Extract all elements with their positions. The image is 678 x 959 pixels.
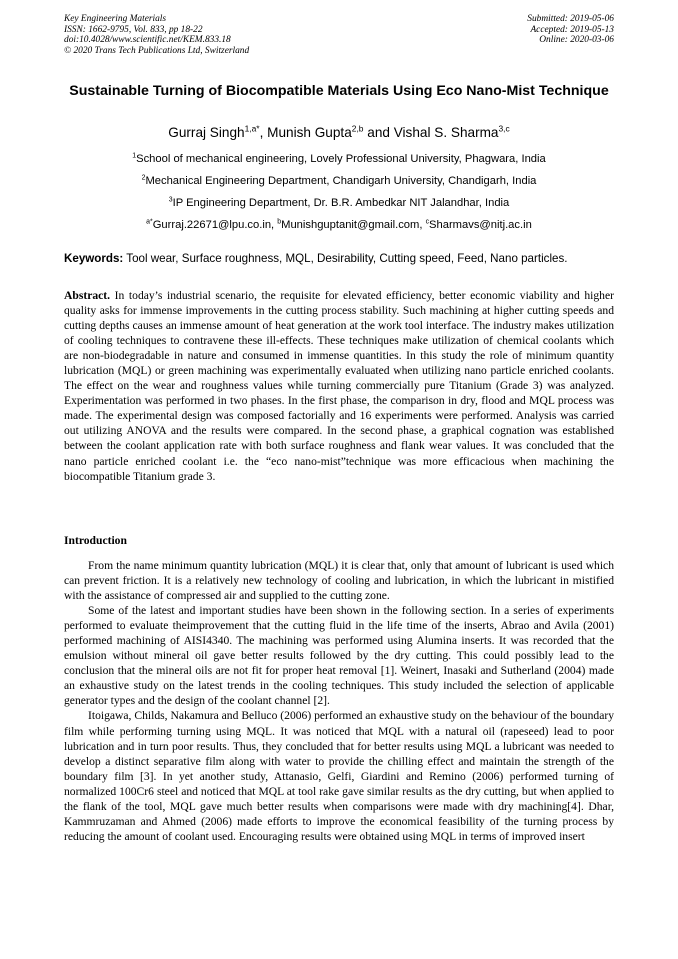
affiliation [64, 152, 614, 166]
paragraph: Itoigawa, Childs, Nakamura and Belluco (2006) performed an exhaustive study on the behaviour of the boundary film while performing turning using MQL. It was noticed that MQL with a natural oil (rapeseed) lead to poor lubrication and in turn poor results. Thus, they concluded that for better results using MQL a lubricant was needed to develop a distinct separative film along with water to provide the chilling effect and maintain the strength of the boundary film [3]. In yet another study, Attanasio, Gelfi, Giardini and Remino (2006) performed turning of normalized 100Cr6 steel and noticed that MQL at tool rake gave similar results as the dry cutting, but when applied to the flank of the tool, MQL gave much better results when comparisons were made with dry machining[4]. Dhar, Kammruzaman and Ahmed (2006) made efforts to improve the economical feasibility of the turning process by reducing the amount of coolant used. Encouraging results were obtained using MQL in terms of improved insert [64, 709, 614, 843]
affiliation [64, 196, 614, 210]
email-link[interactable]: Sharmavs@nitj.ac.in [429, 219, 532, 231]
introduction-body [64, 558, 614, 844]
affiliation-text: School of mechanical engineering, Lovely Professional University, Phagwara, India [136, 153, 546, 165]
author-name: Gurraj Singh [168, 125, 245, 140]
keywords-text: Tool wear, Surface roughness, MQL, Desirability, Cutting speed, Feed, Nano particles. [126, 252, 568, 265]
paragraph: From the name minimum quantity lubrication (MQL) it is clear that, only that amount of lubricant is used which can prevent friction. It is a relatively new technology of cooling and lubrication, in which the lubricant in mistified with the assistance of compressed air and supplied to the cutting zone. [64, 559, 614, 603]
issn: ISSN: 1662-9795, Vol. 833, pp 18-22 [64, 24, 203, 35]
abstract-label: Abstract. [64, 289, 111, 302]
affiliation-text: IP Engineering Department, Dr. B.R. Ambedkar NIT Jalandhar, India [172, 197, 510, 209]
abstract [64, 288, 614, 484]
keywords [64, 251, 614, 266]
submitted-date: Submitted: 2019-05-06 [527, 14, 614, 24]
author-marker: 3,c [498, 123, 510, 134]
affiliation [64, 174, 614, 188]
accepted-date: Accepted: 2019-05-13 [530, 24, 614, 35]
affiliation-marker: 2 [141, 174, 146, 182]
section-heading: Introduction [64, 534, 127, 547]
journal-name: Key Engineering Materials [64, 14, 167, 24]
online-date: Online: 2020-03-06 [539, 35, 614, 46]
abstract-text: In today’s industrial scenario, the requisite for elevated efficiency, better economic viability and higher quality asks for immense improvements in the cutting process stability. Such machining at higher cutting speeds and cutting depths causes an immense amount of heat generation at the work tool interface. The industry makes utilization of cooling techniques to contravene these ill-effects. These techniques make utilization of chemical coolants which are non-biodegradable in nature and consumed in immense quantities. In this study the role of minimum quantity lubrication (MQL) or green machining was experimentally evaluated when utilizing nano particle enriched coolants. The effect on the wear and roughness values while turning commercially pure Titanium (Grade 3) was analyzed. Experimentation was performed in two phases. In the first phase, the comparison in dry, flood and MQL process was made. The experimental design was composed factorially and 16 experiments were performed. Analysis was carried out utilizing ANOVA and the results were compared. In the second phase, a graphical cognation was established between the coolant application rate with both surface roughness and flank wear values. It was concluded that the nano particle enriched coolant i.e. the “eco nano-mist”technique was more efficacious when machining the biocompatible Titanium grade 3. [64, 289, 614, 483]
author-list [64, 124, 614, 142]
author-name: Vishal S. Sharma [393, 125, 499, 140]
email-marker: a* [146, 218, 153, 226]
email-line [64, 218, 614, 232]
affiliation-marker: 1 [132, 152, 137, 160]
email-marker: b [277, 218, 282, 226]
keywords-label: Keywords: [64, 252, 124, 265]
email-link[interactable]: Gurraj.22671@lpu.co.in, [152, 219, 278, 231]
journal-info [64, 14, 249, 56]
affiliation-text: Mechanical Engineering Department, Chandigarh University, Chandigarh, India [145, 175, 537, 187]
author-separator: , [259, 125, 268, 140]
paragraph: Some of the latest and important studies have been shown in the following section. In a series of experiments performed to evaluate theimprovement that the cutting fluid in the life time of the inserts, Abrao and Avila (2001) performed machining of AISI4340. The machining was performed using Alumina inserts. It was recorded that the emulsion without mineral oil gave better results followed by the dry cutting. This could possibly lead to the conclusion that the mineral oils are not fit for proper heat removal [1]. Weinert, Inasaki and Sutherland (2004) made an exhaustive study on the latest trends in the cooling techniques. This study included the selection of applicable generator types and the design of the coolant channel [2]. [64, 604, 614, 708]
copyright: © 2020 Trans Tech Publications Ltd, Switzerland [64, 45, 250, 56]
dates-info [527, 14, 614, 46]
author-separator: and [363, 125, 394, 140]
author-marker: 2,b [351, 123, 364, 134]
doi: doi:10.4028/www.scientific.net/KEM.833.18 [64, 35, 231, 46]
affiliation-marker: 3 [168, 196, 173, 204]
author-name: Munish Gupta [267, 125, 352, 140]
email-marker: c [425, 218, 430, 226]
email-link[interactable]: Munishguptanit@gmail.com, [281, 219, 426, 231]
author-marker: 1,a* [244, 123, 260, 134]
paper-title: Sustainable Turning of Biocompatible Materials Using Eco Nano-Mist Technique [69, 83, 609, 99]
